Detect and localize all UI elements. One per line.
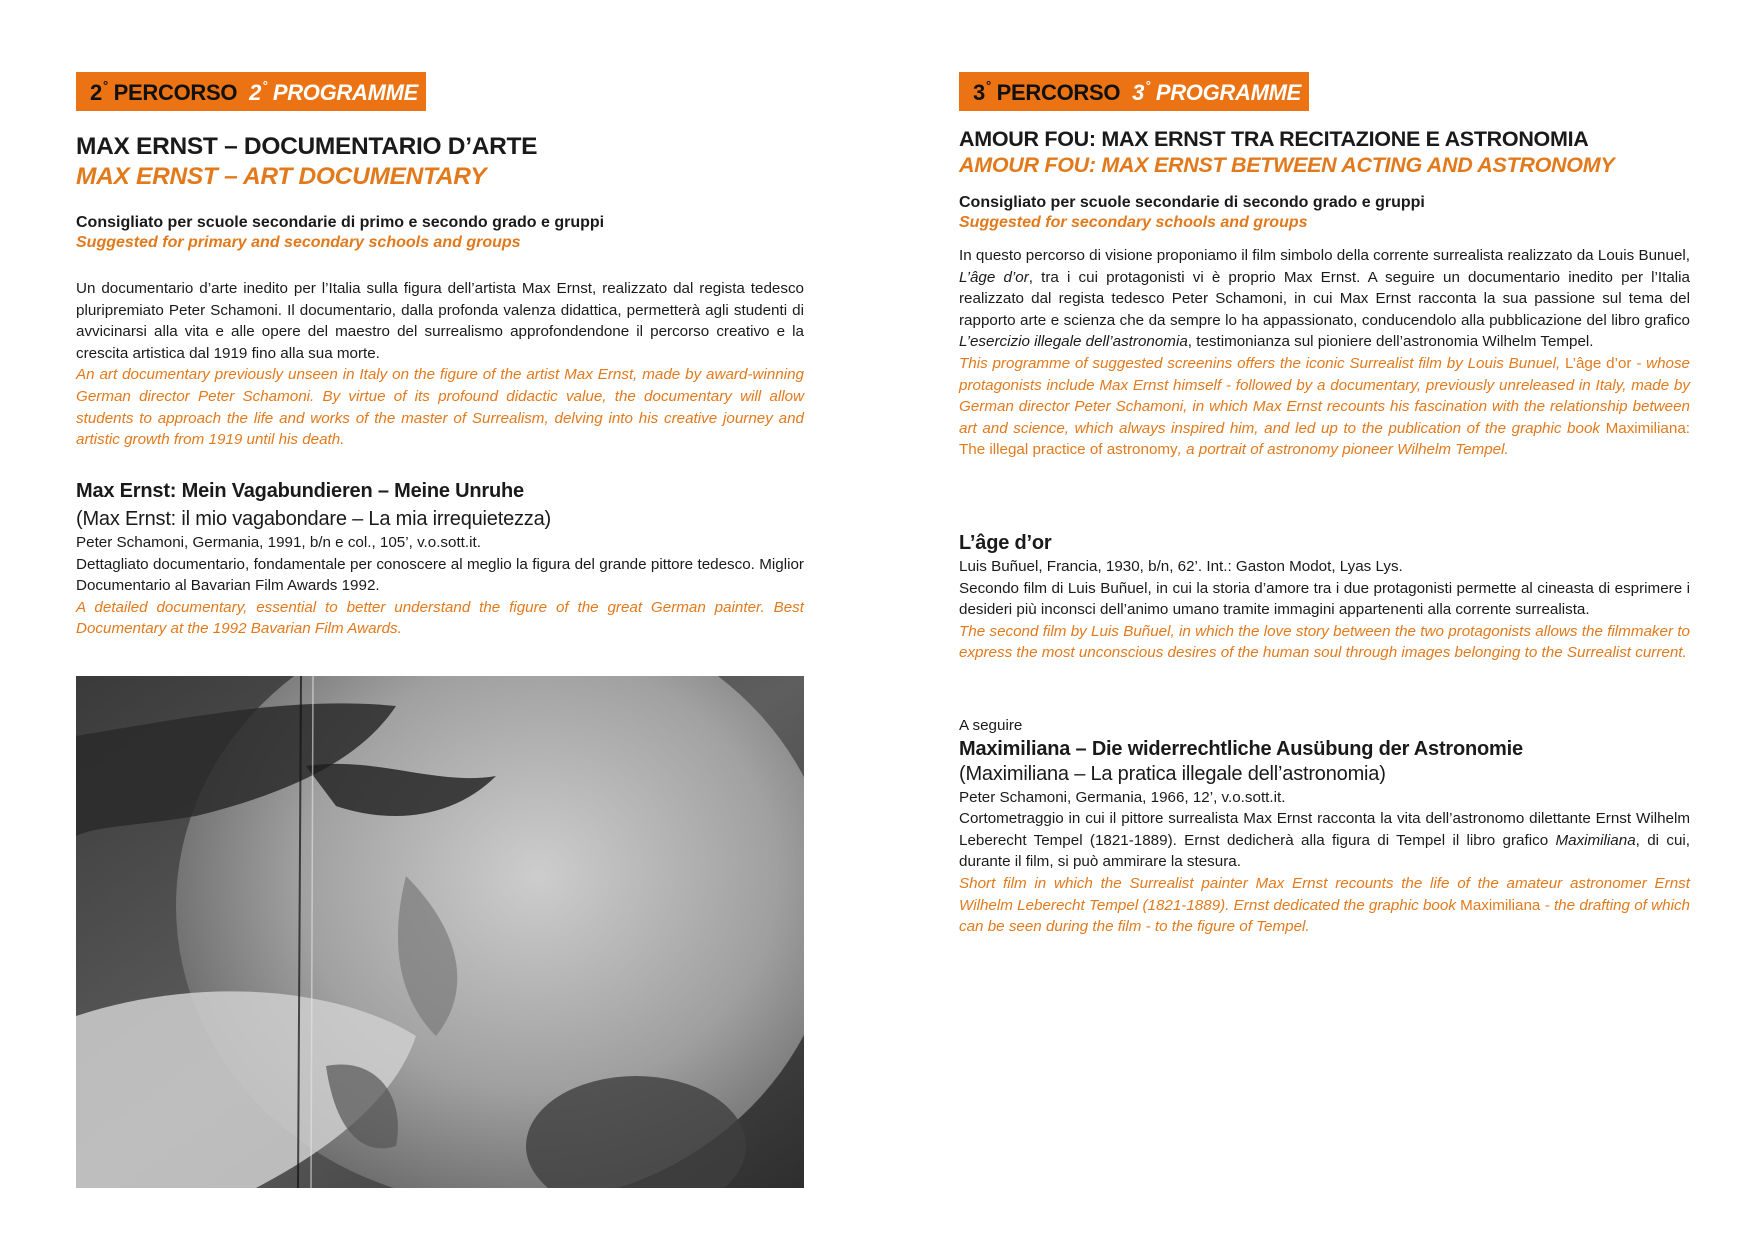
programme-badge-3 [959,72,1309,111]
follow-label: A seguire [959,717,1023,734]
title-it: AMOUR FOU: MAX ERNST TRA RECITAZIONE E ASTRONOMIA [959,127,1589,151]
description-it: In questo percorso di visione proponiamo il film simbolo della corrente surrealista realizzato da Louis Bunuel, L’âge d’or, tra i cui protagonisti vi è proprio Max Ernst. A seguire un documentario inedito per l’Italia realizzato dal regista tedesco Peter Schamoni, in cui Max Ernst racconta la sua passione sul tema del rapporto arte e scienza che da sempre lo ha appassionato, conducendolo alla pubblicazione del libro grafico L’esercizio illegale dell’astronomia, testimonianza sul pioniere dell’astronomia Wilhelm Tempel. [959,247,1690,351]
film-description-it: Dettagliato documentario, fondamentale per conoscere al meglio la figura del grande pittore tedesco. Miglior Documentario al Bavarian Film Awards 1992. [76,555,804,595]
film-still-photo [76,676,804,1188]
badge-en: 2° PROGRAMME [249,77,419,105]
film-description-en: A detailed documentary, essential to better understand the figure of the great German painter. Best Documentary at the 1992 Bavarian Film Awards. [76,598,804,638]
film1-title: L’âge d’or [959,532,1052,554]
film-subtitle: (Max Ernst: il mio vagabondare – La mia irrequietezza) [76,508,551,530]
film2-description-it: Cortometraggio in cui il pittore surrealista Max Ernst racconta la vita dell’astronomo dilettante Ernst Wilhelm Leberecht Tempel (1821-1889). Ernst dedicherà alla figura di Tempel il libro grafico Maximiliana, di cui, durante il film, si può ammirare la stesura. [959,810,1690,871]
recommendation-en: Suggested for primary and secondary schools and groups [76,234,521,251]
title-it: MAX ERNST – DOCUMENTARIO D’ARTE [76,133,538,160]
description-en: An art documentary previously unseen in Italy on the figure of the artist Max Ernst, made by award-winning German director Peter Schamoni. By virtue of its profound didactic value, the documentary will allow students to approach the life and works of the master of Surrealism, delving into his creative journey and artistic growth from 1919 until his death. [76,366,804,449]
film2-title: Maximiliana – Die widerrechtliche Ausübung der Astronomie [959,737,1523,760]
film-meta: Peter Schamoni, Germania, 1991, b/n e col., 105’, v.o.sott.it. [76,534,481,551]
film1-description-en: The second film by Luis Buñuel, in which the love story between the two protagonists allows the filmmaker to express the most unconscious desires of the human soul through images belonging to the Surrealist current. [959,622,1690,662]
title-en: AMOUR FOU: MAX ERNST BETWEEN ACTING AND ASTRONOMY [959,153,1615,177]
description-en: This programme of suggested screenins offers the iconic Surrealist film by Louis Bunuel, L’âge d’or - whose protagonists include Max Ernst himself - followed by a documentary, previously unreleased in Italy, made by German director Peter Schamoni, in which Max Ernst recounts his fascination with the relationship between art and science, which always inspired him, and led up to the publication of the graphic book Maximiliana: The illegal practice of astronomy, a portrait of astronomy pioneer Wilhelm Tempel. [959,354,1691,459]
badge-it: 2° PERCORSO [90,77,238,105]
description-it: Un documentario d’arte inedito per l’Italia sulla figura dell’artista Max Ernst, realizzato dal regista tedesco pluripremiato Peter Schamoni. Il documentario, dalla profonda valenza didattica, permetterà agli studenti di avvicinarsi alla vita e alle opere del maestro del surrealismo approfondendone il percorso creativo e la crescita artistica dal 1919 fino alla sua morte. [76,280,804,362]
badge-it: 3° PERCORSO [973,77,1121,105]
programme-badge-2 [76,72,426,111]
film-title: Max Ernst: Mein Vagabundieren – Meine Unruhe [76,480,524,502]
title-en: MAX ERNST – ART DOCUMENTARY [76,163,487,190]
film1-meta: Luis Buñuel, Francia, 1930, b/n, 62’. Int.: Gaston Modot, Lyas Lys. [959,558,1403,575]
recommendation-en: Suggested for secondary schools and groups [959,214,1308,231]
film2-description-en: Short film in which the Surrealist painter Max Ernst recounts the life of the amateur astronomer Ernst Wilhelm Leberecht Tempel (1821-1889). Ernst dedicated the graphic book Maximiliana - the drafting of which can be seen during the film - to the figure of Tempel. [959,874,1690,936]
badge-en: 3° PROGRAMME [1132,77,1302,105]
film1-description-it: Secondo film di Luis Buñuel, in cui la storia d’amore tra i due protagonisti permette al cineasta di esprimere i desideri più inconsci dell’animo umano tramite immagini appartenenti alla corrente surrealista. [959,579,1690,619]
recommendation-it: Consigliato per scuole secondarie di secondo grado e gruppi [959,194,1425,211]
film2-subtitle: (Maximiliana – La pratica illegale dell’astronomia) [959,762,1386,785]
film2-meta: Peter Schamoni, Germania, 1966, 12’, v.o.sott.it. [959,788,1286,806]
recommendation-it: Consigliato per scuole secondarie di primo e secondo grado e gruppi [76,214,605,231]
